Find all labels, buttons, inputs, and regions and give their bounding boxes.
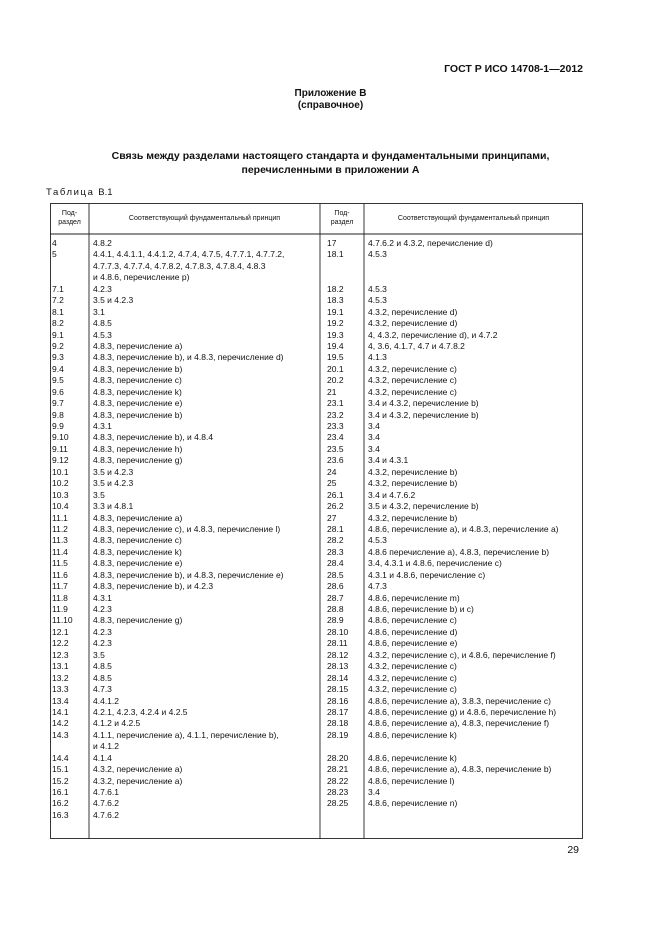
table-cell-subsection: 24 — [327, 466, 337, 477]
table-cell-subsection: 12.1 — [52, 626, 69, 637]
table-cell-principle: 4.8.3, перечисление а) — [93, 340, 183, 351]
table-cell-subsection: 10.4 — [52, 501, 69, 512]
table-cell-principle: 4.5.3 — [368, 295, 387, 306]
table-cell-subsection: 28.23 — [327, 787, 349, 797]
table-cell-subsection: 13.3 — [52, 684, 69, 695]
table-cell-principle: 4.2.3 — [93, 604, 112, 614]
table-cell-subsection: 9.5 — [52, 375, 64, 386]
table-cell-subsection: 14.3 — [52, 729, 69, 740]
annex-subtitle: (справочное) — [297, 100, 364, 111]
table-cell-subsection: 28.2 — [327, 535, 344, 546]
table-cell-subsection: 13.1 — [52, 661, 69, 672]
page-number: 29 — [567, 844, 579, 856]
table-cell-subsection: 18.3 — [327, 295, 344, 306]
table-cell-subsection: 23.3 — [327, 421, 344, 431]
header-subsection-line-1: Под- — [61, 210, 78, 217]
table-cell-subsection: 28.10 — [327, 626, 349, 637]
document-code: ГОСТ Р ИСО 14708-1—2012 — [444, 63, 583, 75]
table-cell-principle: 4.8.6, перечисление g) и 4.8.6, перечисление h) — [368, 706, 557, 717]
table-cell-subsection — [327, 261, 363, 272]
table-cell-subsection: 14.4 — [52, 752, 69, 763]
table-cell-principle: 3.1 — [93, 306, 105, 317]
header-principle-left — [89, 203, 320, 233]
table-cell-principle: 4.8.3, перечисление b) — [93, 409, 183, 420]
table-cell-subsection: 28.13 — [327, 661, 349, 672]
table-cell-principle: 4.7.6.1 — [93, 787, 119, 797]
table-cell-subsection: 10.1 — [52, 466, 69, 477]
table-cell-subsection: 16.2 — [52, 798, 69, 809]
table-cell-subsection: 28.6 — [327, 581, 344, 592]
table-cell-principle: 3.5 и 4.3.2, перечисление b) — [368, 501, 479, 512]
table-cell-subsection: 11.7 — [52, 581, 68, 592]
table-caption-prefix: Таблица — [46, 187, 95, 198]
table-cell-subsection: 16.1 — [52, 787, 69, 797]
table-cell-principle: 4.8.3, перечисление с) — [93, 375, 182, 386]
table-cell-subsection: 11.5 — [52, 558, 68, 569]
header-principle-label: Соответствующий фундаментальный принцип — [128, 214, 281, 222]
table-cell-subsection: 28.16 — [327, 695, 349, 706]
table-cell-subsection: 13.2 — [52, 672, 69, 683]
table-cell-principle: 4.5.3 — [368, 249, 387, 260]
table-cell-principle: 3.4 — [368, 432, 380, 443]
table-cell-subsection: 11.4 — [52, 546, 68, 557]
table-cell-principle: 4.8.3, перечисление g) — [93, 455, 183, 466]
table-cell-principle: 3.5 — [93, 489, 105, 500]
table-cell-principle: 4.1.1, перечисление а), 4.1.1, перечисление b), — [93, 729, 279, 740]
table-cell-principle: 4.8.3, перечисление е) — [93, 558, 183, 569]
table-cell-subsection: 28.25 — [327, 798, 349, 809]
table-cell-subsection: 26.1 — [327, 489, 344, 500]
table-cell-principle: 4.8.3, перечисление b) — [93, 363, 183, 374]
table-cell-subsection: 28.1 — [327, 523, 344, 534]
table-cell-principle: и 4.8.6, перечисление р) — [93, 272, 190, 283]
table-cell-subsection: 5 — [52, 249, 57, 260]
table-cell-principle: 4.1.4 — [93, 752, 112, 763]
table-cell-subsection: 23.1 — [327, 398, 344, 409]
table-cell-subsection: 28.15 — [327, 684, 349, 695]
table-cell-principle: 4.3.2, перечисление b) — [368, 512, 458, 523]
table-cell-subsection: 20.1 — [327, 363, 344, 374]
table-cell-subsection: 28.9 — [327, 615, 344, 626]
table-cell-subsection: 9.10 — [52, 432, 69, 443]
table-cell-principle: 4.8.2 — [93, 238, 112, 248]
table-cell-principle: 4.3.2, перечисление с) — [368, 386, 457, 397]
table-cell-subsection: 11.2 — [52, 523, 68, 534]
table-cell-subsection: 17 — [327, 238, 337, 248]
table-cell-subsection: 15.1 — [52, 764, 69, 775]
table-cell-subsection — [327, 810, 363, 821]
table-cell-principle: 4.3.2, перечисление а) — [93, 764, 183, 775]
header-principle-right — [364, 203, 583, 233]
table-cell-principle: 4.8.6, перечисление а), 3.8.3, перечисление с) — [368, 695, 551, 706]
table-cell-subsection: 11.1 — [52, 512, 68, 523]
table-cell-principle: 3.4 и 4.3.2, перечисление b) — [368, 398, 479, 409]
table-cell-principle: 4.2.3 — [93, 626, 112, 637]
table-cell-principle — [368, 741, 582, 752]
table-cell-principle: 4.2.3 — [93, 638, 112, 649]
table-cell-principle — [368, 810, 582, 821]
table-cell-subsection: 9.1 — [52, 329, 64, 340]
table-cell-principle: 4.8.3, перечисление k) — [93, 386, 182, 397]
table-cell-principle: 4, 4.3.2, перечисление d), и 4.7.2 — [368, 329, 498, 340]
table-cell-subsection: 28.7 — [327, 592, 344, 603]
table-cell-principle: 4.8.3, перечисление с), и 4.8.3, перечисление l) — [93, 523, 281, 534]
section-title-line-1: Связь между разделами настоящего стандарта и фундаментальными принципами, — [111, 150, 550, 162]
table-cell-principle: 4.8.6, перечисление а), и 4.8.3, перечисление а) — [368, 523, 559, 534]
table-cell-subsection: 23.6 — [327, 455, 344, 466]
table-cell-subsection: 28.20 — [327, 752, 349, 763]
right-subsection-column — [327, 238, 363, 821]
table-cell-principle: 4.8.3, перечисление h) — [93, 443, 183, 454]
annex-title: Приложение В — [294, 88, 367, 99]
table-cell-principle: 4.1.3 — [368, 352, 387, 363]
table-cell-subsection: 28.4 — [327, 558, 344, 569]
table-cell-principle: 4.3.2, перечисление с) — [368, 672, 457, 683]
header-subsection-line-2: раздел — [58, 219, 81, 226]
table-cell-principle: 4.3.2, перечисление с) — [368, 661, 457, 672]
section-title-line-2: перечисленными в приложении А — [241, 164, 420, 176]
table-cell-principle: 4.8.3, перечисление b), и 4.2.3 — [93, 581, 214, 592]
table-cell-subsection: 14.1 — [52, 706, 69, 717]
table-cell-principle: 4.8.6, перечисление n) — [368, 798, 458, 809]
table-cell-principle: 4.5.3 — [368, 535, 387, 546]
table-cell-principle: 4.7.3 — [93, 684, 112, 695]
table-cell-subsection: 19.2 — [327, 318, 344, 329]
table-cell-subsection: 19.3 — [327, 329, 344, 340]
table-cell-principle: и 4.1.2 — [93, 741, 120, 752]
table-cell-principle: 4.8.3, перечисление b), и 4.8.3, перечисление е) — [93, 569, 284, 580]
table-cell-subsection: 9.2 — [52, 340, 64, 351]
table-cell-principle: 4.8.3, перечисление k) — [93, 546, 182, 557]
table-cell-principle: 3.4 и 4.7.6.2 — [368, 489, 416, 500]
table-cell-subsection: 12.2 — [52, 638, 69, 649]
table-cell-subsection: 15.2 — [52, 775, 69, 786]
table-cell-principle: 4.3.2, перечисление с), и 4.8.6, перечисление f) — [368, 649, 556, 660]
table-cell-subsection: 11.6 — [52, 569, 68, 580]
table-cell-subsection: 28.11 — [327, 638, 348, 649]
table-cell-subsection: 11.8 — [52, 592, 68, 603]
table-cell-principle: 3.5 и 4.2.3 — [93, 295, 134, 306]
table-cell-subsection: 14.2 — [52, 718, 69, 729]
table-cell-principle: 4.8.6, перечисление а), 4.8.3, перечисление f) — [368, 718, 550, 729]
right-principle-column — [368, 238, 582, 821]
table-cell-principle: 4.2.1, 4.2.3, 4.2.4 и 4.2.5 — [93, 706, 188, 717]
table-cell-subsection: 28.21 — [327, 764, 349, 775]
table-cell-subsection: 20.2 — [327, 375, 344, 386]
table-cell-subsection: 28.17 — [327, 706, 349, 717]
table-cell-principle: 3.5 и 4.2.3 — [93, 466, 134, 477]
table-cell-principle: 4.7.7.3, 4.7.7.4, 4.7.8.2, 4.7.8.3, 4.7.8.4, 4.8.3 — [93, 260, 266, 271]
table-cell-principle: 4, 3.6, 4.1.7, 4.7 и 4.7.8.2 — [368, 340, 465, 351]
table-cell-subsection: 9.12 — [52, 455, 69, 466]
annex-heading — [0, 88, 661, 112]
table-cell-principle: 4.3.2, перечисление b) — [368, 466, 458, 477]
table-cell-principle: 3.4, 4.3.1 и 4.8.6, перечисление с) — [368, 558, 502, 569]
table-cell-subsection: 28.5 — [327, 569, 344, 580]
table-cell-subsection: 8.2 — [52, 318, 64, 329]
table-cell-subsection: 23.2 — [327, 409, 344, 420]
table-cell-subsection: 28.18 — [327, 718, 349, 729]
table-cell-principle: 4.8.6, перечисление l) — [368, 775, 455, 786]
table-cell-subsection — [52, 261, 88, 272]
table-cell-principle: 3.5 и 4.2.3 — [93, 478, 134, 489]
table-cell-subsection: 7.1 — [52, 283, 64, 294]
table-cell-principle: 4.1.2 и 4.2.5 — [93, 718, 141, 729]
table-cell-subsection: 28.19 — [327, 729, 349, 740]
table-cell-subsection: 28.3 — [327, 546, 344, 557]
table-cell-subsection — [327, 272, 363, 283]
table-cell-principle: 3.5 — [93, 649, 105, 660]
table-cell-principle: 4.8.6, перечисление k) — [368, 729, 457, 740]
header-subsection-left — [50, 203, 89, 233]
left-subsection-column — [52, 238, 88, 821]
table-cell-principle: 4.7.3 — [368, 581, 387, 592]
table-cell-subsection: 19.4 — [327, 340, 344, 351]
table-cell-principle: 4.8.5 — [93, 661, 112, 672]
section-title — [0, 149, 661, 177]
table-cell-principle: 4.8.3, перечисление b), и 4.8.4 — [93, 432, 214, 443]
table-cell-subsection: 13.4 — [52, 695, 69, 706]
table-cell-principle: 3.4 — [368, 787, 380, 797]
table-cell-subsection: 7.2 — [52, 295, 64, 306]
table-caption-number: В.1 — [98, 187, 113, 198]
table-cell-principle: 3.3 и 4.8.1 — [93, 501, 134, 512]
table-cell-subsection: 11.3 — [52, 535, 68, 546]
table-cell-principle: 4.8.3, перечисление с) — [93, 535, 182, 546]
header-principle-label: Соответствующий фундаментальный принцип — [397, 214, 550, 222]
left-principle-column — [93, 238, 319, 821]
table-cell-subsection: 18.2 — [327, 283, 344, 294]
table-cell-principle: 4.4.1.2 — [93, 695, 119, 706]
table-cell-subsection: 9.3 — [52, 352, 64, 363]
table-cell-subsection: 9.7 — [52, 398, 64, 409]
table-cell-subsection: 26.2 — [327, 501, 344, 512]
table-cell-subsection: 28.12 — [327, 649, 349, 660]
table-cell-subsection: 9.11 — [52, 443, 68, 454]
table-cell-subsection: 25 — [327, 478, 337, 489]
table-cell-principle: 4.3.1 — [93, 421, 112, 431]
table-cell-principle: 4.7.6.2 и 4.3.2, перечисление d) — [368, 238, 493, 248]
table-cell-subsection: 12.3 — [52, 649, 69, 660]
table-cell-subsection — [52, 741, 88, 752]
table-cell-principle: 4.8.6, перечисление b) и с) — [368, 604, 474, 614]
table-cell-principle: 4.3.2, перечисление а) — [93, 775, 183, 786]
table-cell-principle: 4.3.2, перечисление с) — [368, 375, 457, 386]
table-cell-principle: 3.4 и 4.3.2, перечисление b) — [368, 409, 479, 420]
table-cell-principle: 4.3.2, перечисление d) — [368, 318, 458, 329]
table-cell-subsection: 4 — [52, 238, 57, 248]
table-cell-subsection: 10.2 — [52, 478, 69, 489]
table-cell-subsection: 21 — [327, 386, 337, 397]
table-cell-principle: 4.8.6, перечисление m) — [368, 592, 460, 603]
table-cell-subsection: 19.1 — [327, 306, 344, 317]
header-subsection-line-2: раздел — [330, 219, 354, 226]
table-cell-principle: 4.2.3 — [93, 283, 112, 294]
table-cell-subsection — [52, 272, 88, 283]
table-cell-principle: 3.4 и 4.3.1 — [368, 455, 409, 466]
table-cell-subsection: 8.1 — [52, 306, 64, 317]
header-subsection-line-1: Под- — [334, 210, 350, 217]
table-cell-principle — [368, 272, 582, 283]
table-cell-principle: 4.3.1 — [93, 592, 112, 603]
table-cell-principle: 4.8.6, перечисление а), 4.8.3, перечисление b) — [368, 764, 552, 775]
table-cell-subsection: 28.8 — [327, 604, 344, 614]
table-cell-principle: 4.3.2, перечисление с) — [368, 363, 457, 374]
table-cell-subsection: 18.1 — [327, 249, 344, 260]
table-cell-subsection — [327, 741, 363, 752]
table-cell-principle: 4.7.6.2 — [93, 798, 119, 809]
table-cell-subsection: 16.3 — [52, 809, 69, 820]
table-cell-principle: 4.8.6, перечисление е) — [368, 638, 458, 649]
table-cell-principle: 3.4 — [368, 421, 380, 431]
table-cell-principle: 4.8.3, перечисление g) — [93, 615, 183, 626]
table-cell-subsection: 9.4 — [52, 363, 64, 374]
table-cell-principle: 4.3.2, перечисление b) — [368, 478, 458, 489]
table-cell-subsection: 28.22 — [327, 775, 349, 786]
table-cell-principle: 4.8.5 — [93, 318, 112, 329]
table-caption — [46, 187, 113, 198]
table-cell-principle: 4.3.2, перечисление с) — [368, 684, 457, 695]
table-cell-subsection: 11.9 — [52, 604, 68, 614]
table-cell-subsection: 27 — [327, 512, 337, 523]
table-cell-subsection: 9.8 — [52, 409, 64, 420]
table-cell-subsection: 23.4 — [327, 432, 344, 443]
table-cell-subsection: 11.10 — [52, 615, 73, 626]
table-cell-principle: 4.4.1, 4.4.1.1, 4.4.1.2, 4.7.4, 4.7.5, 4.7.7.1, 4.7.7.2, — [93, 249, 285, 260]
table-cell-principle: 4.5.3 — [368, 283, 387, 294]
table-cell-subsection: 28.14 — [327, 672, 349, 683]
table-cell-subsection: 9.9 — [52, 421, 64, 431]
table-cell-subsection: 23.5 — [327, 443, 344, 454]
header-subsection-right — [320, 203, 364, 233]
table-cell-principle: 4.8.6, перечисление d) — [368, 626, 458, 637]
table-cell-subsection: 9.6 — [52, 386, 64, 397]
table-cell-principle — [368, 261, 582, 272]
table-cell-principle: 4.8.6, перечисление k) — [368, 752, 457, 763]
table-cell-principle: 4.8.6 перечисление а), 4.8.3, перечисление b) — [368, 546, 550, 557]
table-cell-principle: 4.5.3 — [93, 329, 112, 340]
table-cell-principle: 4.7.6.2 — [93, 809, 119, 820]
table-cell-subsection: 19.5 — [327, 352, 344, 363]
table-cell-principle: 4.8.5 — [93, 672, 112, 683]
table-cell-subsection: 10.3 — [52, 489, 69, 500]
table-cell-principle: 4.8.6, перечисление с) — [368, 615, 457, 626]
table-cell-principle: 3.4 — [368, 443, 380, 454]
table-cell-principle: 4.8.3, перечисление b), и 4.8.3, перечисление d) — [93, 352, 284, 363]
table-cell-principle: 4.3.1 и 4.8.6, перечисление с) — [368, 569, 486, 580]
table-cell-principle: 4.3.2, перечисление d) — [368, 306, 458, 317]
table-cell-principle: 4.8.3, перечисление а) — [93, 512, 183, 523]
table-cell-principle: 4.8.3, перечисление е) — [93, 398, 183, 409]
